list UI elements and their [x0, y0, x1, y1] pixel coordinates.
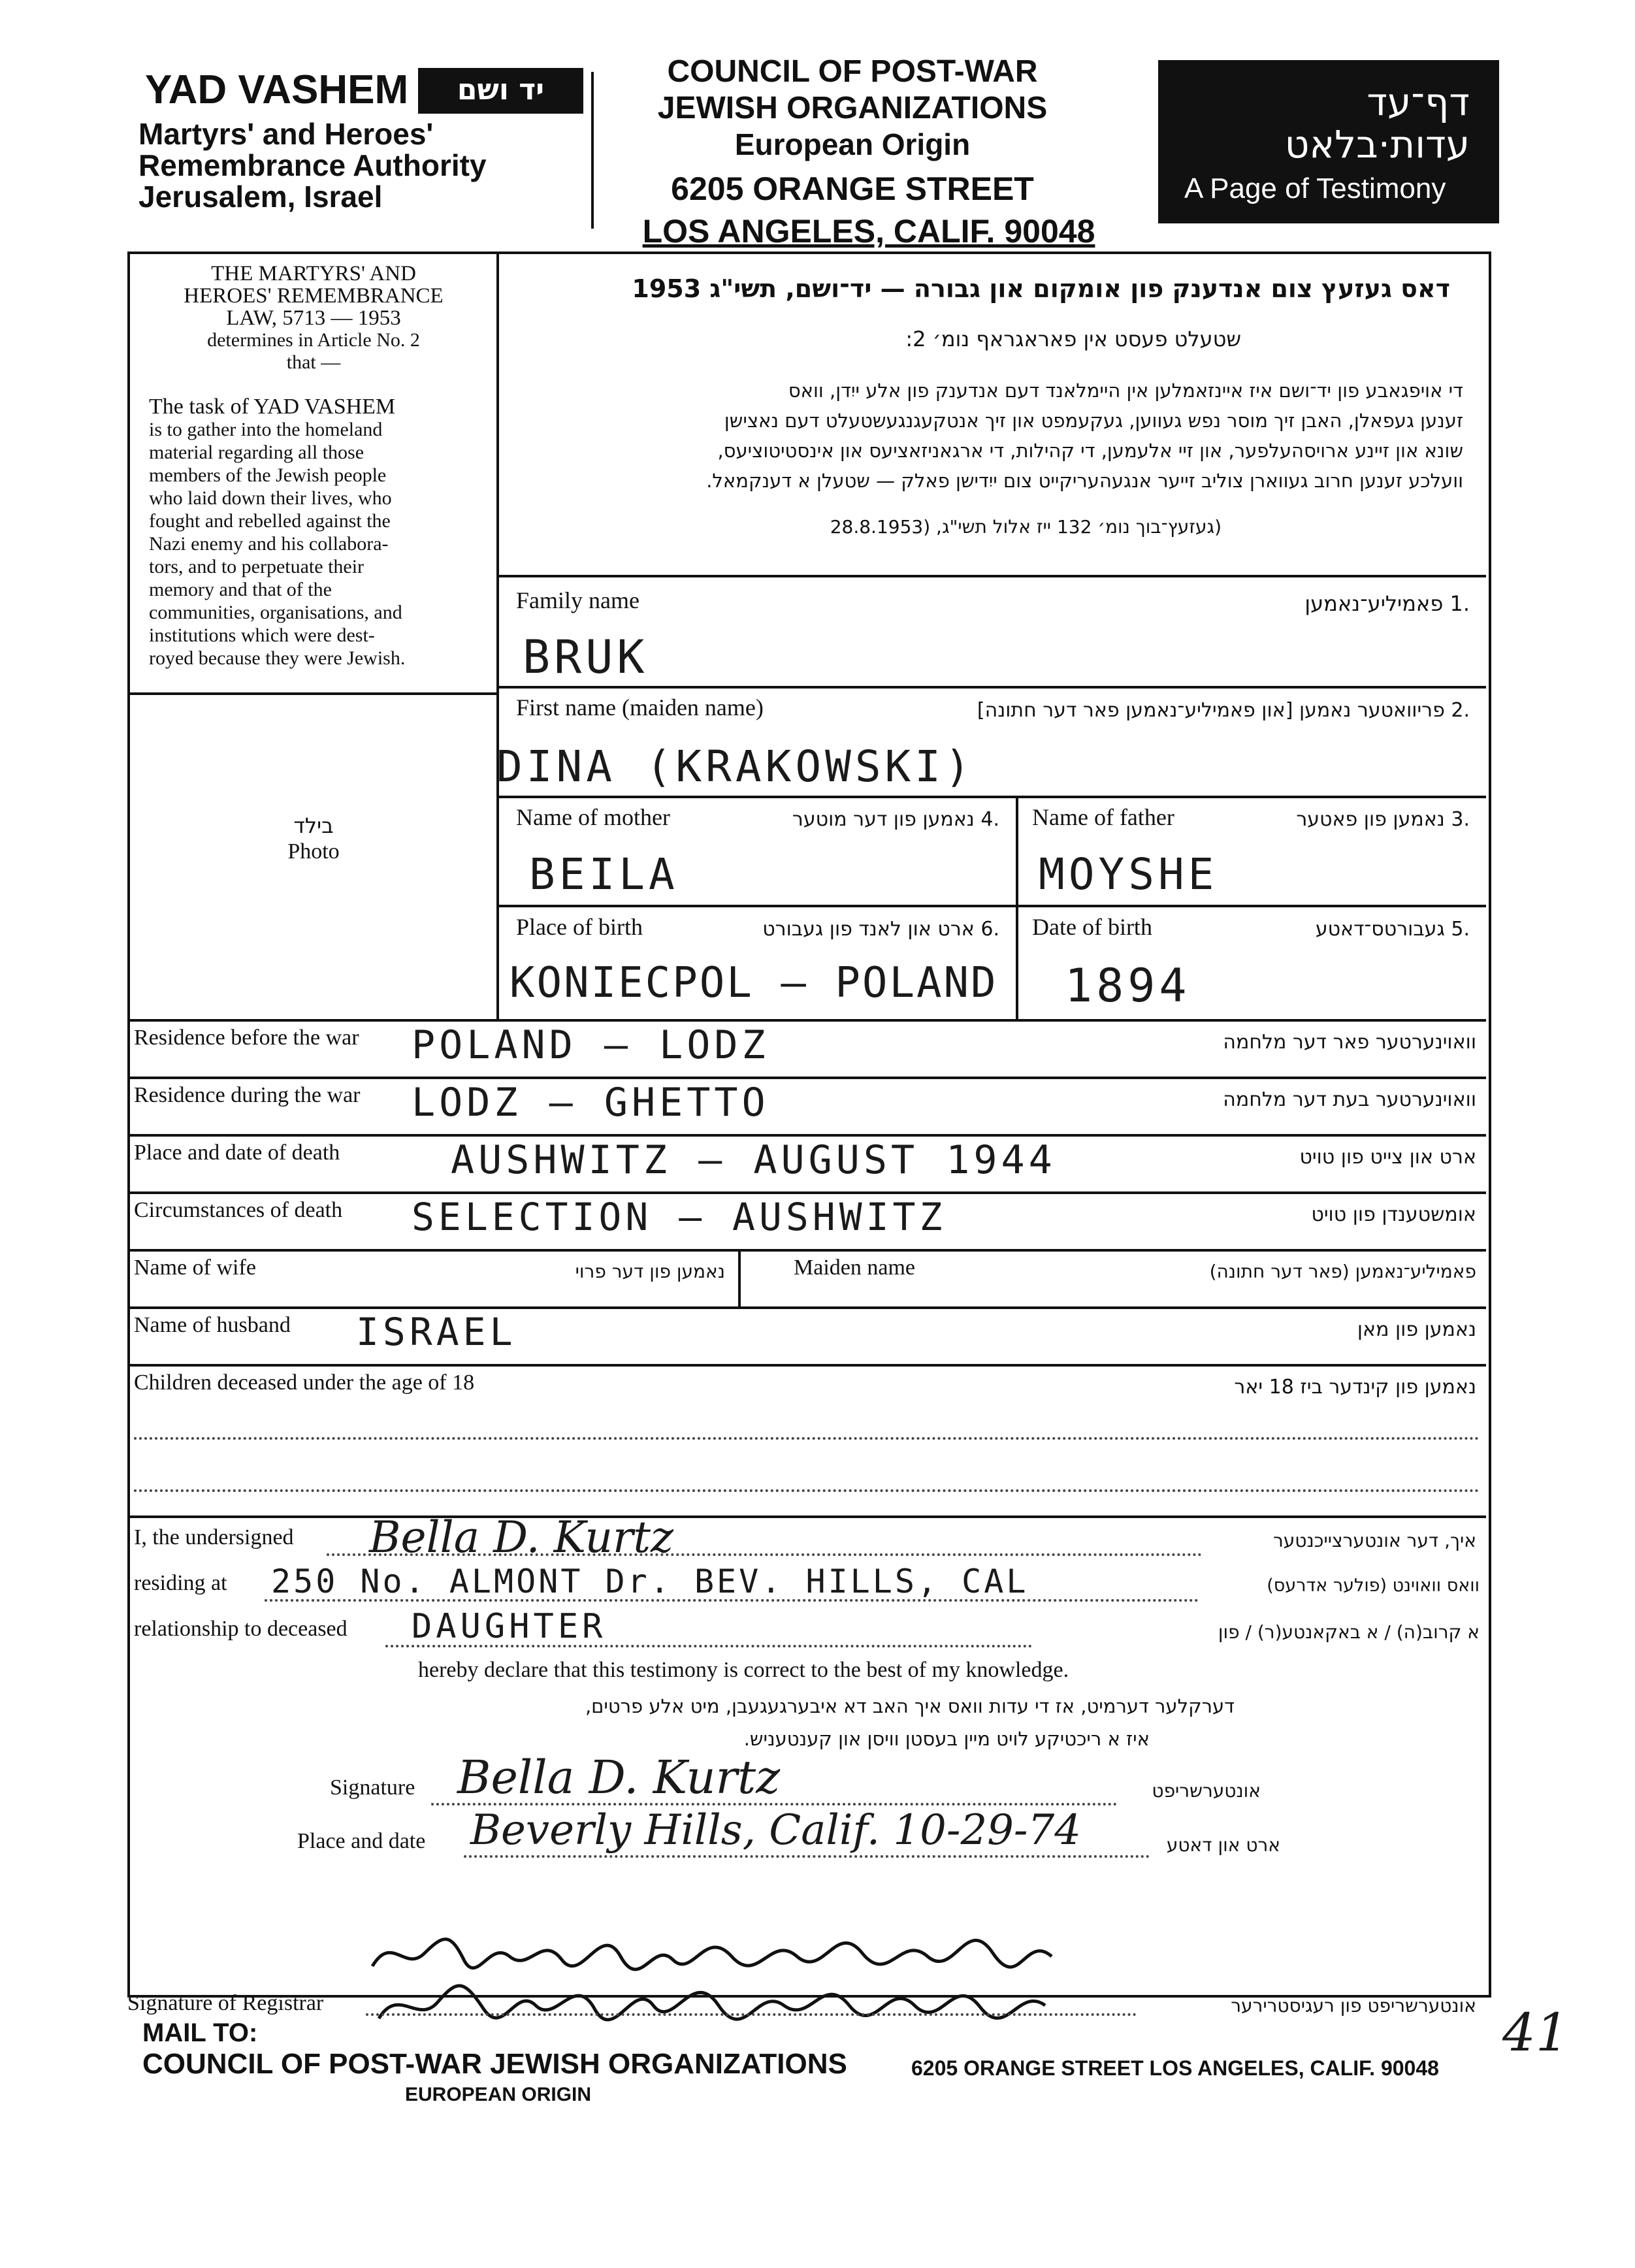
mail-to-label: MAIL TO: [142, 2018, 258, 2047]
rule [1016, 796, 1018, 1021]
law-title-1: THE MARTYRS' AND [211, 262, 416, 285]
family-name-value[interactable]: BRUK [523, 630, 649, 684]
rule [127, 1364, 1486, 1367]
rule [127, 1249, 1486, 1252]
residing-line [265, 1599, 1199, 1602]
mother-name-label: Name of mother [516, 804, 670, 830]
relationship-label: relationship to deceased [134, 1617, 348, 1641]
death-place-date-label-hebrew: ארט און צייט פון טויט [1299, 1146, 1476, 1169]
law-para-line: is to gather into the homeland [149, 419, 383, 440]
yad-vashem-title: YAD VASHEM [145, 67, 409, 112]
residence-before-value[interactable]: POLAND — LODZ [412, 1022, 769, 1068]
residence-during-value[interactable]: LODZ — GHETTO [412, 1080, 769, 1126]
signature-label-hebrew: אונטערשריפט [1152, 1780, 1261, 1802]
rule [127, 1134, 1486, 1137]
rule [498, 796, 1486, 798]
law-para-line: fought and rebelled against the [149, 510, 391, 532]
yiddish-law-body [510, 376, 1463, 496]
mother-name-value[interactable]: BEILA [529, 849, 679, 899]
birth-place-value[interactable]: KONIECPOL — POLAND [510, 959, 998, 1007]
circumstances-label-hebrew: אומשטענדן פון טויט [1311, 1203, 1476, 1226]
testimony-hebrew-1: דף־עד [1367, 80, 1470, 124]
children-label-hebrew: נאמען פון קינדער ביז 18 יאר [1234, 1376, 1476, 1399]
yiddish-line: וועלכע זענען חרוב געווארן צוליב זייער אנגעהעריקייט צום ייִדישן פאלק — שטעלן א דענקמאל. [706, 470, 1463, 492]
residence-before-label: Residence before the war [134, 1026, 359, 1050]
law-para-line: who laid down their lives, who [149, 487, 392, 509]
council-line1: COUNCIL OF POST-WAR [667, 54, 1038, 89]
law-title-4: determines in Article No. 2 [207, 329, 420, 351]
law-title-5: that — [286, 351, 341, 373]
law-title-2: HEROES' REMEMBRANCE [184, 284, 444, 308]
hereby-declare-text: hereby declare that this testimony is correct to the best of my knowledge. [418, 1658, 1069, 1682]
birth-date-label: Date of birth [1032, 914, 1152, 940]
rule [738, 1249, 741, 1306]
yad-vashem-line2: Remembrance Authority [138, 148, 487, 182]
maiden-name-label: Maiden name [794, 1256, 915, 1280]
law-box-right-border [496, 251, 499, 1019]
death-place-date-value[interactable]: AUSHWITZ — AUGUST 1944 [451, 1137, 1056, 1183]
rule [498, 575, 1486, 577]
law-para-line: royed because they were Jewish. [149, 647, 406, 669]
death-place-date-label: Place and date of death [134, 1141, 340, 1165]
residing-value[interactable]: 250 No. ALMONT Dr. BEV. HILLS, CAL [271, 1563, 1029, 1600]
declaration-hebrew-2: איז א ריכטיקע לויט מיין בעסטן וויסן און קענטעניש. [743, 1728, 1150, 1750]
footer-address: 6205 ORANGE STREET LOS ANGELES, CALIF. 90048 [911, 2056, 1439, 2080]
signature-value[interactable]: Bella D. Kurtz [457, 1751, 781, 1804]
yad-vashem-hebrew-badge: יד ושם [418, 68, 583, 114]
registrar-line [366, 2013, 1137, 2016]
residence-during-label-hebrew: וואוינערטער בעת דער מלחמה [1223, 1088, 1476, 1111]
law-title-3: LAW, 5713 — 1953 [226, 306, 401, 330]
first-name-label-hebrew: .2 פריוואטער נאמען [און פאמיליע־נאמען פאר דער חתונה] [977, 699, 1470, 722]
family-name-label: Family name [516, 587, 639, 613]
photo-label-hebrew: בילד [293, 813, 334, 838]
yad-vashem-line3: Jerusalem, Israel [138, 180, 383, 214]
law-para-line: members of the Jewish people [149, 464, 387, 486]
undersigned-label: I, the undersigned [134, 1525, 294, 1549]
maiden-name-label-hebrew: פאמיליע־נאמען (פאר דער חתונה) [1209, 1261, 1476, 1282]
undersigned-line [327, 1553, 1202, 1556]
husband-name-value[interactable]: ISRAEL [356, 1310, 517, 1354]
birth-date-value[interactable]: 1894 [1065, 959, 1191, 1012]
law-box-bottom-border [127, 692, 498, 695]
yiddish-law-title: דאס געזעץ צום אנדענק פון אומקום און גבורה — יד־ושם, תשי"ג 1953 [632, 274, 1450, 303]
law-para-line: The task of YAD VASHEM [149, 395, 396, 419]
header-divider [591, 72, 594, 229]
relationship-value[interactable]: DAUGHTER [412, 1607, 607, 1646]
residing-label-hebrew: וואס וואוינט (פולער אדרעס) [1267, 1576, 1480, 1596]
council-line2: JEWISH ORGANIZATIONS [657, 91, 1048, 125]
testimony-english: A Page of Testimony [1184, 172, 1446, 204]
husband-name-label: Name of husband [134, 1313, 291, 1337]
first-name-value[interactable]: DINA (KRAKOWSKI) [496, 741, 975, 792]
yad-vashem-line1: Martyrs' and Heroes' [138, 117, 434, 151]
rule [127, 1191, 1486, 1194]
law-para-line: institutions which were dest- [149, 624, 375, 646]
circumstances-value[interactable]: SELECTION — AUSHWITZ [412, 1195, 947, 1239]
father-name-label: Name of father [1032, 804, 1174, 830]
residence-before-label-hebrew: וואוינערטער פאר דער מלחמה [1223, 1031, 1476, 1054]
council-line4: 6205 ORANGE STREET [671, 170, 1034, 207]
circumstances-label: Circumstances of death [134, 1198, 343, 1222]
yiddish-law-subtitle: שטעלט פעסט אין פאראגראף נומ׳ 2: [905, 327, 1241, 351]
law-para-line: tors, and to perpetuate their [149, 556, 364, 577]
rule [127, 1077, 1486, 1079]
yiddish-line: די אויפגאבע פון יד־ושם איז איינזאמלען אין היימלאנד דעם אנדענק פון אלע ייִדן, וואס [788, 380, 1463, 402]
birth-place-label: Place of birth [516, 914, 643, 940]
birth-date-label-hebrew: .5 געבורטס־דאטע [1315, 918, 1470, 941]
children-label: Children deceased under the age of 18 [134, 1370, 475, 1395]
husband-name-label-hebrew: נאמען פון מאן [1357, 1318, 1476, 1341]
rule [498, 686, 1486, 688]
rule [127, 1019, 1486, 1022]
signature-label: Signature [330, 1775, 415, 1800]
residence-during-label: Residence during the war [134, 1083, 361, 1107]
wife-name-label-hebrew: נאמען פון דער פרוי [575, 1261, 725, 1282]
declaration-hebrew-1: דערקלער דערמיט, אז די עדות וואס איך האב דא איבערגעגעבן, מיט אלע פרטים, [585, 1695, 1235, 1717]
registrar-signature [366, 1894, 1150, 2045]
law-para-line: communities, organisations, and [149, 602, 402, 623]
yiddish-line: שונא און זיינע ארויסהעלפער, און זיי אלעמען, די קהילות, די ארגאניזאציעס און אינסטיטוציעס, [717, 440, 1463, 462]
council-line5: LOS ANGELES, CALIF. 90048 [642, 213, 1095, 250]
place-date-value[interactable]: Beverly Hills, Calif. 10-29-74 [470, 1806, 1081, 1855]
residing-label: residing at [134, 1571, 227, 1595]
page-number-mark: 41 [1502, 2002, 1569, 2063]
relationship-label-hebrew: א קרוב(ה) / א באקאנטע(ר) / פון [1218, 1621, 1480, 1643]
council-line3: European Origin [734, 127, 971, 161]
page-of-testimony-box [1158, 60, 1499, 223]
undersigned-label-hebrew: איך, דער אונטערצייכנטער [1272, 1530, 1476, 1551]
place-date-line [464, 1855, 1150, 1858]
photo-label: Photo [287, 839, 340, 864]
registrar-label-hebrew: אונטערשריפט פון רעגיסטרירער [1231, 1995, 1476, 2017]
law-box-paragraph [149, 395, 482, 670]
father-name-value[interactable]: MOYSHE [1039, 849, 1218, 899]
place-date-label-hebrew: ארט און דאטע [1166, 1834, 1280, 1856]
children-line-1[interactable] [134, 1437, 1480, 1440]
footer-subtitle: EUROPEAN ORIGIN [405, 2084, 592, 2105]
rule [127, 1515, 1486, 1518]
rule [498, 905, 1486, 907]
wife-name-label: Name of wife [134, 1256, 256, 1280]
first-name-label: First name (maiden name) [516, 694, 764, 721]
footer-organization: COUNCIL OF POST-WAR JEWISH ORGANIZATIONS [142, 2048, 847, 2080]
law-box-title [131, 263, 496, 374]
registrar-label: Signature of Registrar [127, 1991, 324, 2015]
birth-place-label-hebrew: .6 ארט און לאנד פון געבורט [762, 918, 999, 941]
mother-name-label-hebrew: .4 נאמען פון דער מוטער [792, 808, 999, 831]
testimony-hebrew-2: עדות·בלאט [1284, 122, 1470, 167]
rule [127, 1306, 1486, 1309]
children-line-2[interactable] [134, 1489, 1480, 1492]
father-name-label-hebrew: .3 נאמען פון פאטער [1296, 808, 1470, 831]
yiddish-law-ref: (געזעץ־בוך נומ׳ 132 ייז אלול תשי"ג, (28.8.1953 [830, 516, 1222, 538]
relationship-line [385, 1645, 1032, 1647]
yiddish-line: זענען געפאלן, האבן זיך מוסר נפש געווען, געקעמפט און זיך אנטקעגנגעשטעלט דעם נאצישן [724, 410, 1463, 432]
place-date-label: Place and date [297, 1829, 426, 1853]
law-para-line: Nazi enemy and his collabora- [149, 533, 389, 555]
family-name-label-hebrew: .1 פאמיליע־נאמען [1304, 591, 1470, 616]
law-para-line: memory and that of the [149, 579, 332, 600]
signature-line [431, 1803, 1117, 1806]
law-para-line: material regarding all those [149, 442, 364, 463]
undersigned-value[interactable]: Bella D. Kurtz [369, 1512, 673, 1563]
